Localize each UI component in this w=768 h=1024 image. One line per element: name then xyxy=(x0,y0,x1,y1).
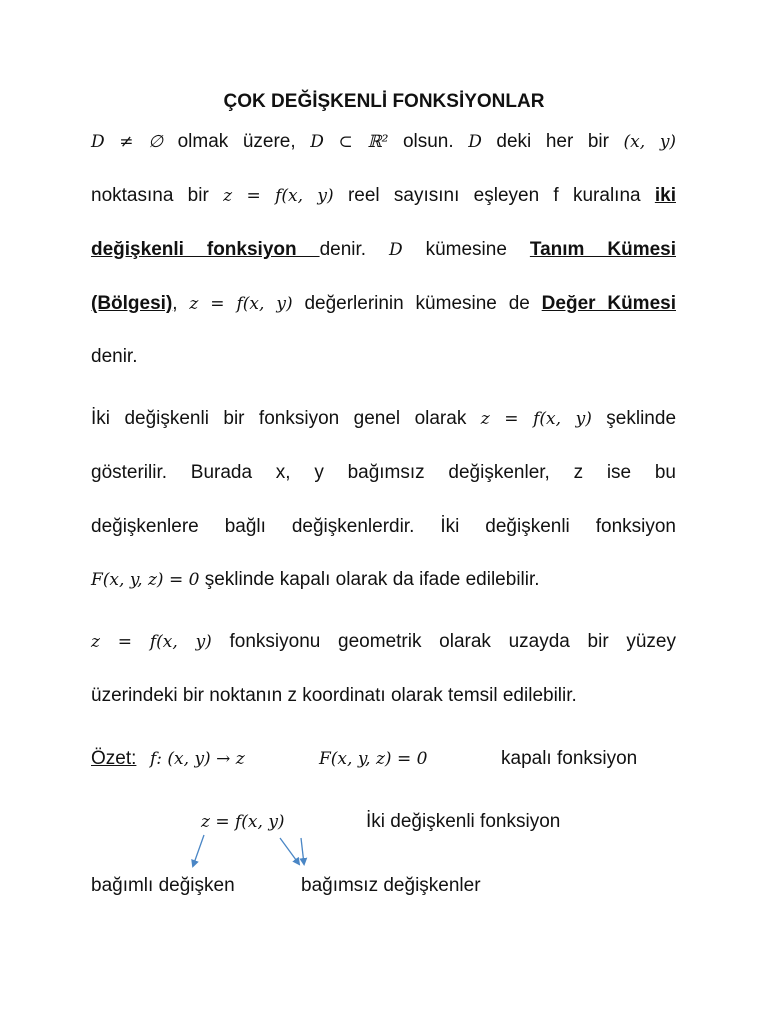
math-d-subset-r2: D ⊂ ℝ² xyxy=(310,132,389,152)
text: şeklinde kapalı olarak da ifade edilebilir. xyxy=(204,569,540,590)
summary-label: Özet: xyxy=(91,748,137,769)
dependent-variable-label: bağımlı değişken xyxy=(91,875,235,896)
text: İki değişkenli bir fonksiyon genel olarak xyxy=(91,408,467,429)
summary-implicit-description: kapalı fonksiyon xyxy=(501,748,638,769)
term-deger-kumesi: Değer Kümesi xyxy=(541,293,676,314)
text: kümesine xyxy=(425,239,507,260)
math-z-fxy: z = f(x, y) xyxy=(223,186,334,206)
text: deki her bir xyxy=(496,131,609,152)
math-d: D xyxy=(389,240,403,260)
text: denir. xyxy=(91,346,138,367)
text: olsun. xyxy=(402,131,454,152)
term-iki: iki xyxy=(654,185,676,206)
text: üzerindeki bir noktanın z koordinatı olarak temsil edilebilir. xyxy=(91,685,577,706)
text: değerlerinin kümesine de xyxy=(304,293,530,314)
text: gösterilir. Burada x, y bağımsız değişkenler, z ise bu xyxy=(91,462,676,483)
term-bolgesi: (Bölgesi) xyxy=(91,293,173,314)
text: olmak üzere, xyxy=(177,131,296,152)
text: fonksiyonu geometrik olarak uzayda bir yüzey xyxy=(229,631,676,652)
math-z-fxy: z = f(x, y) xyxy=(480,409,592,429)
term-tanim-kumesi: Tanım Kümesi xyxy=(529,239,676,260)
summary-explicit-description: İki değişkenli fonksiyon xyxy=(366,811,561,832)
text: , xyxy=(172,293,178,314)
math-xy: (x, y) xyxy=(623,132,677,152)
arrow-x-to-independent xyxy=(280,838,299,864)
arrow-to-dependent xyxy=(193,835,204,866)
math-z-fxy: z = f(x, y) xyxy=(91,632,212,652)
text: değişkenlere bağlı değişkenlerdir. İki değişkenli fonksiyon xyxy=(91,516,676,537)
summary-implicit-equation: F(x, y, z) = 0 xyxy=(319,749,428,769)
document-title: ÇOK DEĞİŞKENLİ FONKSİYONLAR xyxy=(223,91,545,112)
math-fxyz-zero: F(x, y, z) = 0 xyxy=(91,570,200,590)
summary-explicit-equation: z = f(x, y) xyxy=(201,812,285,832)
independent-variables-label: bağımsız değişkenler xyxy=(301,875,481,896)
math-z-fxy: z = f(x, y) xyxy=(189,294,293,314)
text: reel sayısını eşleyen f kuralına xyxy=(347,185,641,206)
text: denir. xyxy=(319,239,367,260)
math-d-nonempty: D ≠ ∅ xyxy=(91,132,164,152)
arrow-y-to-independent xyxy=(301,838,304,864)
math-d: D xyxy=(468,132,482,152)
term-degiskenli-fonksiyon: değişkenli fonksiyon xyxy=(91,239,320,260)
summary-mapping: f: (x, y) → z xyxy=(150,749,245,769)
text: şeklinde xyxy=(606,408,677,429)
text: noktasına bir xyxy=(91,185,209,206)
